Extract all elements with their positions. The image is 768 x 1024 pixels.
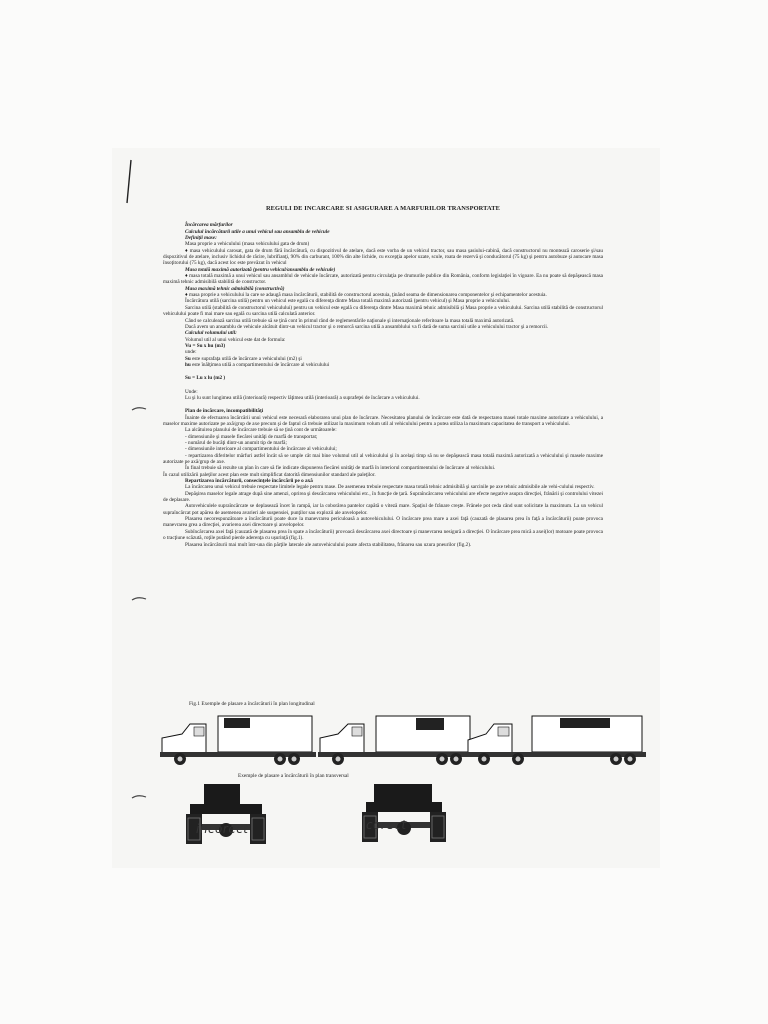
paragraph: Sarcina utilă (stabilită de constructorul vehiculului) pentru un vehicul este egală cu diferenţa dintre Masa maximă tehnic admisibilă şi Masa proprie a vehiculului. Sarcina utilă stabilită de constructorul vehiculului poate fi mai mare sau egală cu sarcina utilă calculată anterior. bbox=[163, 304, 603, 318]
paragraph: - dimensiunile interioare al compartimentului de încărcare al vehiculului; bbox=[185, 446, 337, 453]
paragraph: Subîncărcarea axei faţă (cauzată de plasarea prea în spate a încărcăturii) provoacă descărcarea axei directoare şi manevrarea nesigură a direcţiei. O încărcare prea mică a axei(lor) motoare poate provoca o tracţiune scăzută, roţile putând pierde aderenţa cu uşurinţă (fig.1). bbox=[163, 528, 603, 542]
paragraph: Depăşirea maselor legale atrage după sine amenzi, oprirea şi descărcarea vehiculului etc., în funcţie de ţară. Supraîncărcarea vehiculului are efecte negative asupra direcţiei, frânării şi controlului vitezei de deplasare. bbox=[163, 490, 603, 504]
paragraph: Încărcătura utilă (sarcina utilă) pentru un vehicul este egală cu diferenţa dintre Masa totală maximă autorizată (pentru vehicul) şi Masa proprie a vehiculului. bbox=[185, 298, 511, 305]
paragraph: - dimensiunile şi masele fiecărei unităţi de marfă de transportat; bbox=[185, 433, 318, 440]
section-heading: Definiţii mase: bbox=[185, 235, 217, 242]
paragraph: ♦ masa proprie a vehiculului la care se adaugă masa încărcăturii, stabilită de constructorul acestuia, ţinând seama de dimensionarea componentelor şi echipamentelor acestuia. bbox=[185, 292, 547, 299]
paragraph: Plasarea necorespunzătoare a încărcăturii poate duce la manevrarea periculoasă a autovehiculului. O încărcare prea mare a axei faţă (cauzată de plasarea prea în faţă a încărcăturii) poate provoca manevrarea grea a direcţiei, avarierea axei directoare şi anvelopelor. bbox=[163, 516, 603, 529]
section-heading: Su = Lu x lu (m2 ) bbox=[185, 375, 226, 382]
paragraph: Dacă avem un ansamblu de vehicule alcătuit dintr-un vehicul tractor şi o remorcă sarcina utilă a ansamblului va fi dată de suma sarcinii utile a vehiculului tractor şi a remorcii. bbox=[185, 323, 549, 330]
paragraph: Unde: bbox=[185, 388, 198, 395]
paragraph: unde: bbox=[185, 349, 197, 356]
paragraph: La încărcarea unui vehicul trebuie respectate limitele legale pentru mase. De asemenea trebuie respectate masa totală tehnic admisibilă şi sarcinile pe axe tehnic admisibile ale vehi-culului respectiv. bbox=[185, 484, 595, 491]
section-heading: Încărcarea mărfurilor bbox=[185, 222, 233, 229]
axle-correct-illustration bbox=[362, 784, 446, 842]
formula-symbol: hu bbox=[185, 361, 191, 368]
paragraph: Lu şi lu sunt lungimea utilă (interioară) respectiv lăţimea utilă (interioară) a suprafeţei de încărcare a vehiculului. bbox=[185, 394, 420, 401]
document-title: REGULI DE INCARCARE SI ASIGURARE A MARFURILOR TRANSPORTATE bbox=[265, 205, 501, 212]
paragraph: ♦ masa vehiculului carosat, gata de drum fără încărcătură, cu dispozitivul de atelare, dacă este vorba de un vehicul tractor, sau masa şasiului-cabină, dacă constructorul nu montează caroserie şi/sau dispozitivul de atelare, inclusiv lichidul de răcire, lubrifianţi, 90% din carburant, 100% din alte lichide, cu excepţia apelor uzate, scule, roata de rezervă şi conducătorul (75 kg) şi pentru autobuze şi autocare masa însoţitorului (75 kg), dacă acest loc este prevăzut în vehicul bbox=[163, 247, 603, 267]
paragraph: hu este înălţimea utilă a compartimentului de încărcare al vehiculului bbox=[185, 361, 330, 368]
handwritten-note-incorrect: incorect bbox=[196, 822, 249, 836]
paragraph: Plasarea încărcăturii mai mult într-una din părţile laterale ale autovehiculului poate afecta stabilitatea, frânarea sau uzura pneurilor (fig.2). bbox=[185, 541, 472, 548]
formula-symbol: Su bbox=[185, 355, 191, 362]
paragraph: - repartizarea diferitelor mărfuri astfel încât să se umple cât mai bine volumul util al vehiculului şi în acelaşi timp să nu se depăşească masa totală maximă autorizată a vehiculului şi masele maxime autorizate pe axă/grup de axe. bbox=[163, 452, 603, 466]
paragraph: Când se calculează sarcina utilă trebuie să se ţină cont în primul rând de reglementările naţionale şi internaţionale referitoare la masa totală maximă autorizată. bbox=[185, 317, 515, 324]
paragraph: La alcătuirea planului de încărcare trebuie să se ţină cont de următoarele: bbox=[185, 427, 337, 434]
truck-illustration-2 bbox=[318, 716, 474, 765]
section-heading: Masa maximă tehnic admisibilă (constructivă) bbox=[185, 285, 285, 292]
document-body bbox=[163, 206, 603, 548]
section-heading: Masa totală maximă autorizată (pentru vehicul/ansamblu de vehicule) bbox=[185, 266, 336, 273]
truck-illustration-1 bbox=[160, 716, 316, 765]
figure-1-trucks bbox=[140, 712, 700, 772]
section-heading: Plan de încărcare, incompatibilităţi bbox=[185, 408, 264, 415]
paragraph: Su este suprafaţa utilă de încărcare a vehiculului (m2) şi bbox=[185, 355, 302, 362]
paragraph-spacer bbox=[163, 382, 603, 389]
paragraph: ♦ masa totală maximă a unui vehicul sau ansamblul de vehicule încărcate, autorizată pentru circulaţia pe drumurile publice din România, conform legislaţiei în vigoare. Ea nu poate să depăşească masa maximă tehnic admisibilă stabilită de constructor. bbox=[163, 273, 603, 286]
paragraph: În cazul utilizării paleţilor acest plan este mult simplificat datorită dimensiunilor standard ale paleţilor. bbox=[163, 471, 376, 478]
paragraph-spacer bbox=[163, 401, 603, 408]
figure-2-caption: Exemple de plasare a încărcăturii în plan transversal bbox=[238, 773, 349, 779]
section-heading: Repartizarea încărcăturii, consecinţele încărcării pe o axă bbox=[185, 478, 313, 485]
handwritten-note-correct: corect bbox=[366, 818, 407, 832]
paragraph: Masa proprie a vehiculului (masa vehiculului gata de drum) bbox=[185, 241, 310, 248]
paragraph-spacer bbox=[163, 368, 603, 375]
section-heading: Vu = Su x hu (m3) bbox=[185, 342, 226, 349]
section-heading: Calculul volumului util: bbox=[185, 330, 237, 337]
paragraph: Înainte de efectuarea încărcării unui vehicul este necesară elaborarea unui plan de încărcare. Necesitatea planului de încărcare este dată de respectarea masei totale maxime autorizate a vehiculului, a maselor maxime autorizate pe axă/grup de axe precum şi de faptul că trebuie utilizat la maximum volum util al vehiculului pentru a putea utiliza la maximum capacitatea de transport a vehiculului. bbox=[163, 414, 603, 427]
truck-illustration-3 bbox=[466, 716, 646, 765]
paragraph: În final trebuie să rezulte un plan în care să fie indicate dispunerea fiecărei unităţi de marfă în interiorul compartimentului de încărcare al vehiculului. bbox=[185, 465, 496, 472]
document-paragraphs bbox=[163, 222, 603, 548]
paragraph: Autovehiculele supraîncărcate se deplasează încet în rampă, iar la coborârea pantelor capătă o viteză mare. Spaţiul de frânare creşte. Frânele pot ceda când sunt solicitate la maximum. La un vehicul supraîncărcat pot apărea de asemenea avarieri ale suspensiei, punţilor sau explozii ale anvelopelor. bbox=[163, 503, 603, 516]
figure-1-caption: Fig.1 Exemple de plasare a încărcăturii în plan longitudinal bbox=[189, 701, 315, 707]
section-heading: Calculul încărcăturii utile a unui vehicul sau ansamblu de vehicule bbox=[185, 228, 330, 235]
paragraph: Volumul util al unui vehicul este dat de formula: bbox=[185, 336, 286, 343]
paragraph: - numărul de bucăţi dintr-un anumit tip de marfă; bbox=[185, 440, 287, 446]
